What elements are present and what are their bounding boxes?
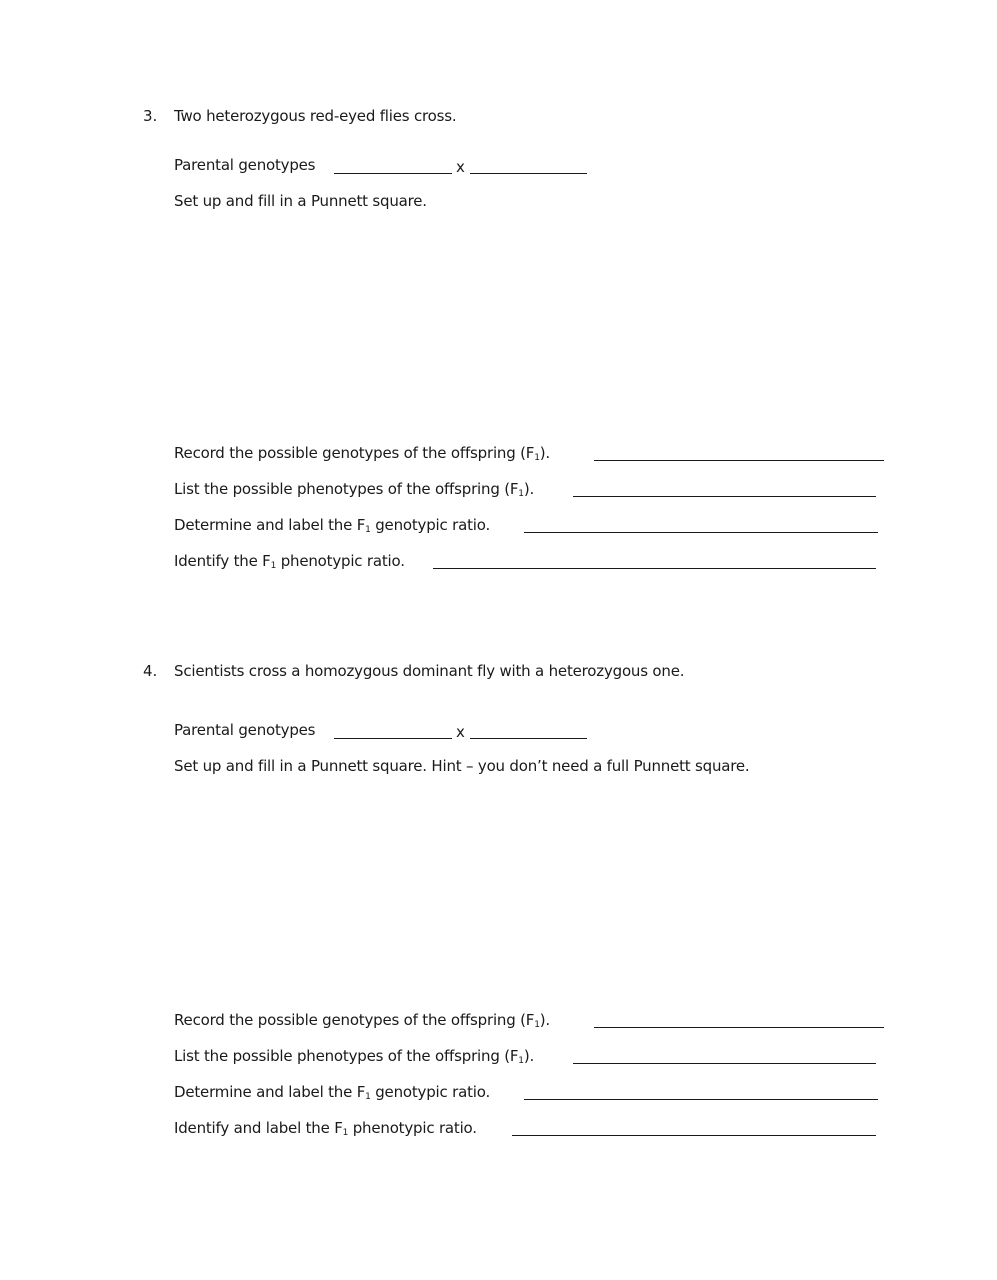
- q4-parent2-blank[interactable]: [470, 738, 587, 739]
- q3-genotypic-ratio-blank[interactable]: [524, 532, 878, 533]
- q3-phenotypes-text: List the possible phenotypes of the offspring (F: [174, 480, 519, 498]
- q3-phenotypic-ratio-text: Identify the F: [174, 552, 271, 570]
- q4-phenotypes-end: ).: [523, 1047, 535, 1065]
- q3-phenotypes-end: ).: [523, 480, 535, 498]
- q3-phenotypic-ratio-sub: 1: [270, 561, 277, 571]
- q3-genotypes-sub: 1: [534, 453, 540, 463]
- q4-phenotypic-ratio-sub: 1: [342, 1128, 349, 1138]
- q3-phenotypic-ratio-prompt: [174, 551, 405, 571]
- q4-phenotypic-ratio-prompt: [174, 1118, 477, 1138]
- q4-phenotypic-ratio-blank[interactable]: [512, 1135, 876, 1136]
- q3-phenotypes-sub: 1: [518, 489, 524, 499]
- q4-parent1-blank[interactable]: [334, 738, 452, 739]
- q4-phenotypic-ratio-text: Identify and label the F: [174, 1119, 343, 1137]
- q4-phenotypes-blank[interactable]: [573, 1063, 876, 1064]
- q3-genotypes-blank[interactable]: [594, 460, 884, 461]
- q4-phenotypes-text: List the possible phenotypes of the offspring (F: [174, 1047, 519, 1065]
- q4-question: Scientists cross a homozygous dominant fly with a heterozygous one.: [174, 662, 685, 680]
- q3-parent2-blank[interactable]: [470, 173, 587, 174]
- q4-genotypic-ratio-sub: 1: [365, 1092, 371, 1102]
- q3-cross-symbol: x: [456, 158, 465, 176]
- q3-genotypic-ratio-prompt: [174, 515, 490, 535]
- q3-phenotypic-ratio-blank[interactable]: [433, 568, 876, 569]
- q4-phenotypes-prompt: [174, 1046, 534, 1066]
- q3-parent1-blank[interactable]: [334, 173, 452, 174]
- q4-punnett-instruction: Set up and fill in a Punnett square. Hint – you don’t need a full Punnett square.: [174, 757, 750, 775]
- q3-genotypic-ratio-sub: 1: [365, 525, 371, 535]
- q4-phenotypic-ratio-end: phenotypic ratio.: [348, 1119, 477, 1137]
- q3-punnett-instruction: Set up and fill in a Punnett square.: [174, 192, 427, 210]
- q3-genotypes-end: ).: [539, 444, 550, 462]
- q3-phenotypes-blank[interactable]: [573, 496, 876, 497]
- q3-phenotypes-prompt: [174, 479, 534, 499]
- q4-genotypic-ratio-text: Determine and label the F: [174, 1083, 366, 1101]
- q3-parental-label: Parental genotypes: [174, 156, 316, 174]
- q3-phenotypic-ratio-end: phenotypic ratio.: [276, 552, 405, 570]
- q4-number: 4.: [143, 662, 158, 680]
- q4-cross-symbol: x: [456, 723, 465, 741]
- q4-genotypic-ratio-end: genotypic ratio.: [370, 1083, 491, 1101]
- q4-genotypic-ratio-prompt: [174, 1082, 490, 1102]
- q4-genotypes-end: ).: [539, 1011, 550, 1029]
- q4-genotypes-prompt: [174, 1010, 550, 1030]
- q4-phenotypes-sub: 1: [518, 1056, 524, 1066]
- q3-genotypes-prompt: [174, 443, 550, 463]
- q4-genotypic-ratio-blank[interactable]: [524, 1099, 878, 1100]
- q4-genotypes-text: Record the possible genotypes of the offspring (F: [174, 1011, 535, 1029]
- q3-question: Two heterozygous red-eyed flies cross.: [174, 107, 457, 125]
- q4-genotypes-sub: 1: [534, 1020, 540, 1030]
- q3-genotypic-ratio-text: Determine and label the F: [174, 516, 366, 534]
- q4-genotypes-blank[interactable]: [594, 1027, 884, 1028]
- q3-number: 3.: [143, 107, 158, 125]
- q3-genotypic-ratio-end: genotypic ratio.: [370, 516, 491, 534]
- q4-parental-label: Parental genotypes: [174, 721, 316, 739]
- q3-genotypes-text: Record the possible genotypes of the offspring (F: [174, 444, 535, 462]
